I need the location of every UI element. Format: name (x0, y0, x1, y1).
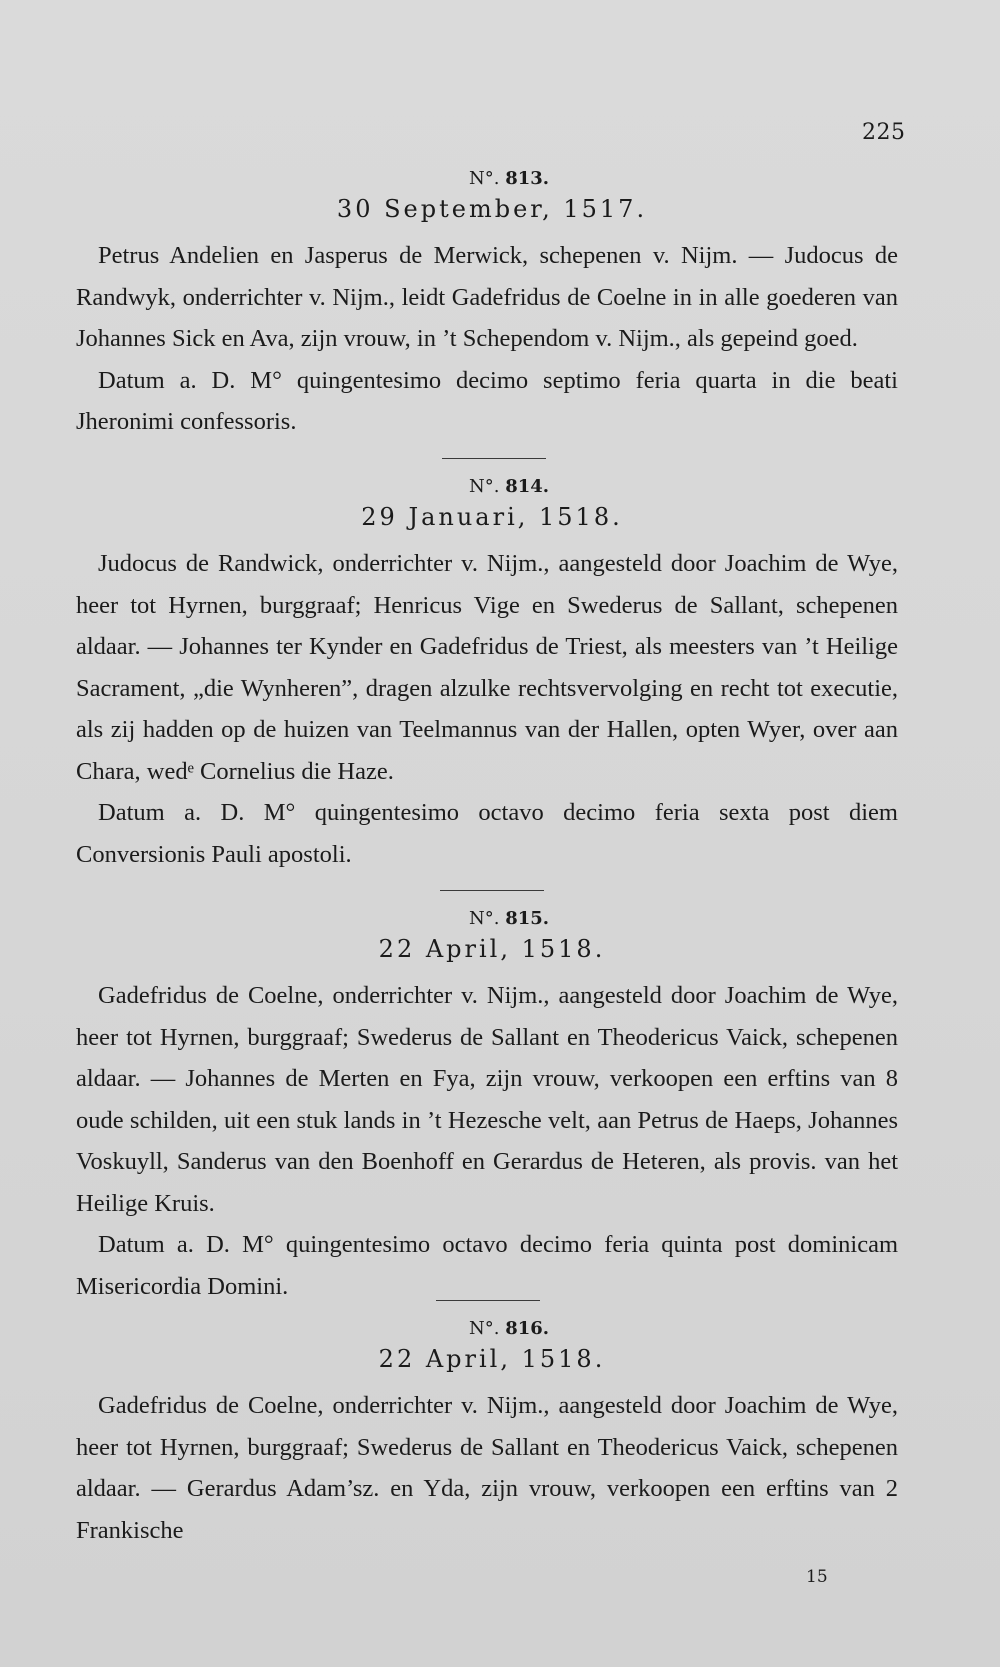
entry-body: Gadefridus de Coelne, onderrichter v. Nijm., aangesteld door Joachim de Wye, heer tot Hyrnen, burggraaf; Swederus de Sallant en Theodericus Vaick, schepenen aldaar. — Gerardus Adam’sz. en Yda, zijn vrouw, verkoopen een erftins van 2 Frankische (76, 1392, 898, 1544)
entry-date: 29 Januari, 1518. (361, 503, 623, 531)
entry-number-heading (76, 1318, 898, 1339)
entry-date: 30 September, 1517. (336, 195, 648, 223)
entry-number: 814. (505, 476, 550, 497)
page-number: 225 (862, 120, 906, 145)
entry-date: 22 April, 1518. (378, 935, 606, 963)
section-divider (442, 458, 546, 459)
entry-date: 22 April, 1518. (378, 1345, 606, 1373)
section-divider (436, 1300, 540, 1301)
entry-number-heading (76, 476, 898, 497)
signature-mark: 15 (806, 1567, 828, 1587)
section-divider (440, 890, 544, 891)
entry-number-heading (76, 168, 898, 189)
entry-number: 813. (505, 168, 550, 189)
entry-body: Petrus Andelien en Jasperus de Merwick, schepenen v. Nijm. — Judocus de Randwyk, onderrichter v. Nijm., leidt Gadefridus de Coelne in in alle goederen van Johannes Sick en Ava, zijn vrouw, in ’t Schependom v. Nijm., als gepeind goed. (76, 242, 898, 352)
entry-datum: Datum a. D. M° quingentesimo octavo decimo feria sexta post diem Conversionis Pauli apostoli. (76, 799, 898, 868)
entry-datum: Datum a. D. M° quingentesimo decimo septimo feria quarta in die beati Jheronimi confessoris. (76, 366, 898, 435)
entry-body: Judocus de Randwick, onderrichter v. Nijm., aangesteld door Joachim de Wye, heer tot Hyrnen, burggraaf; Henricus Vige en Swederus de Sallant, schepenen aldaar. — Johannes ter Kynder en Gadefridus de Triest, als meesters van ’t Heilige Sacrament, „die Wynheren”, dragen alzulke rechtsvervolging en recht tot executie, als zij hadden op de huizen van Teelmannus van der Hallen, opten Wyer, over aan Chara, wedᵉ Cornelius die Haze. (76, 550, 898, 785)
entry-datum: Datum a. D. M° quingentesimo octavo decimo feria quinta post dominicam Misericordia Domini. (76, 1231, 898, 1300)
entry-814 (76, 476, 898, 875)
entry-number-heading (76, 908, 898, 929)
entry-815 (76, 908, 898, 1307)
number-label: N°. (468, 168, 500, 189)
entry-body: Gadefridus de Coelne, onderrichter v. Nijm., aangesteld door Joachim de Wye, heer tot Hyrnen, burggraaf; Swederus de Sallant en Theodericus Vaick, schepenen aldaar. — Johannes de Merten en Fya, zijn vrouw, verkoopen een erftins van 8 oude schilden, uit een stuk lands in ’t Hezesche velt, aan Petrus de Haeps, Johannes Voskuyll, Sanderus van den Boenhoff en Gerardus de Heteren, als provis. van het Heilige Kruis. (76, 982, 898, 1217)
entry-816 (76, 1318, 898, 1551)
entry-number: 815. (505, 908, 550, 929)
number-label: N°. (468, 1318, 500, 1339)
entry-813 (76, 168, 898, 443)
number-label: N°. (468, 908, 500, 929)
number-label: N°. (468, 476, 500, 497)
entry-number: 816. (505, 1318, 550, 1339)
